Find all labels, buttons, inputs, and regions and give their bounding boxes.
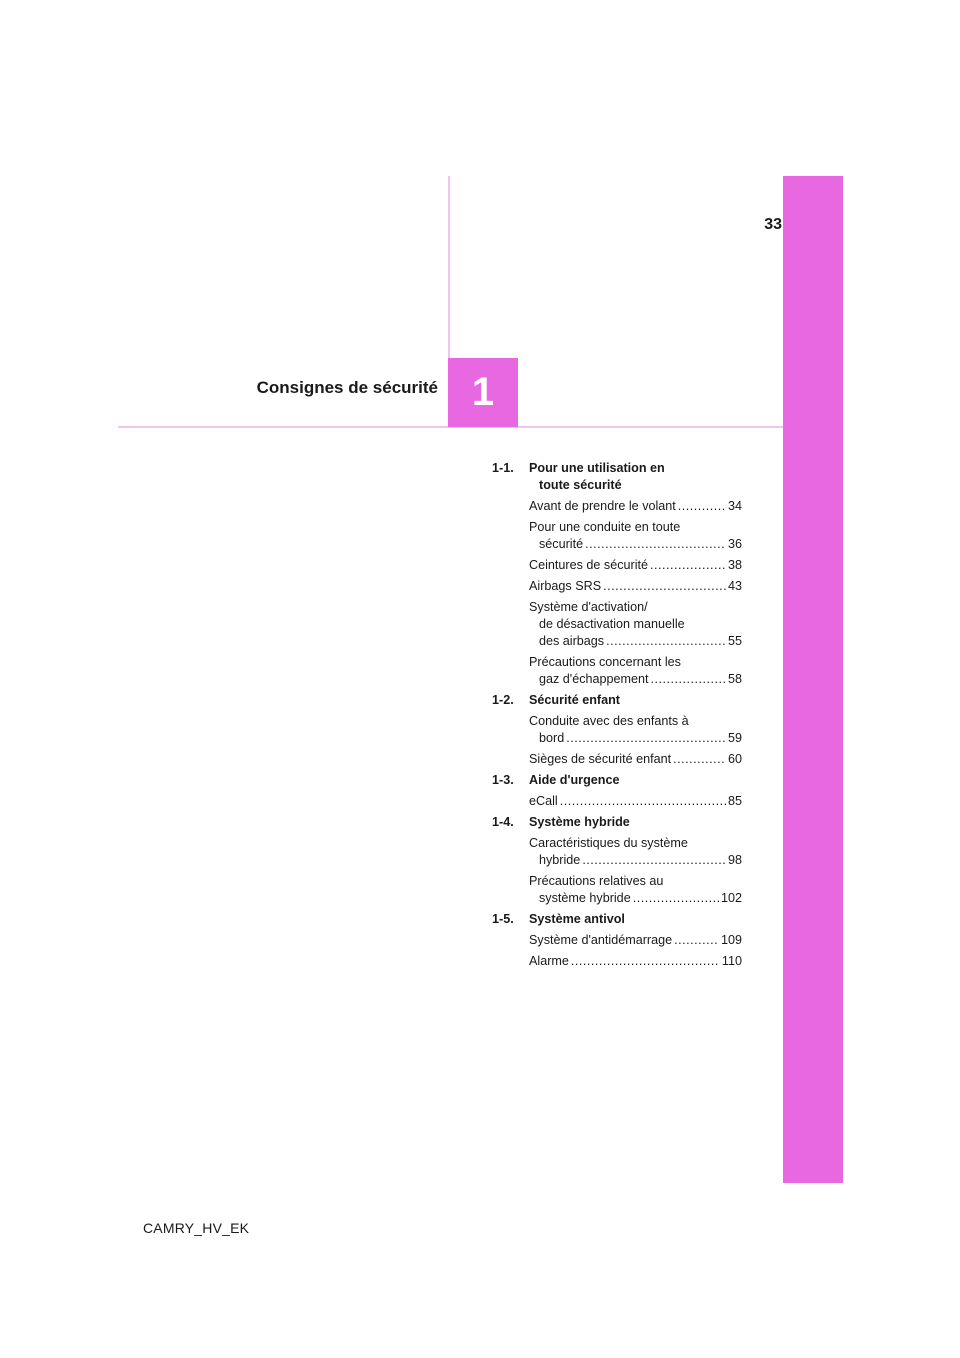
toc-entry[interactable] — [492, 599, 742, 650]
entry-text: système hybride — [539, 891, 631, 905]
section-number: 1-4. — [492, 815, 514, 829]
dot-leader — [566, 730, 726, 747]
toc-entry[interactable] — [492, 793, 742, 810]
toc-section — [492, 772, 742, 810]
vertical-rule — [448, 176, 450, 358]
entry-text: sécurité — [539, 537, 584, 551]
dot-leader — [673, 751, 726, 768]
entry-text: Sièges de sécurité enfant — [529, 752, 672, 766]
toc-entry[interactable] — [492, 654, 742, 688]
toc-entry[interactable] — [492, 578, 742, 595]
toc-entry[interactable] — [492, 519, 742, 553]
entry-page-number: 109 — [720, 933, 742, 947]
section-title: Sécurité enfant — [529, 693, 620, 707]
entry-text: Caractéristiques du système — [529, 836, 688, 850]
toc-entry[interactable] — [492, 557, 742, 574]
dot-leader — [633, 890, 719, 907]
chapter-number: 1 — [471, 370, 495, 414]
page-number: 33 — [764, 216, 782, 233]
toc-section-heading[interactable] — [492, 692, 742, 709]
entry-page-number: 43 — [727, 579, 742, 593]
entry-page-number: 60 — [727, 752, 742, 766]
entry-text: Pour une conduite en toute — [529, 520, 681, 534]
entry-page-number: 110 — [721, 954, 742, 968]
dot-leader — [650, 557, 726, 574]
toc-section-heading[interactable] — [492, 460, 742, 494]
entry-text: Système d'antidémarrage — [529, 933, 673, 947]
entry-page-number: 102 — [720, 891, 742, 905]
entry-text: bord — [539, 731, 565, 745]
chapter-number-box — [448, 358, 518, 427]
entry-page-number: 98 — [727, 853, 742, 867]
dot-leader — [678, 498, 726, 515]
entry-text: Système d'activation/ — [529, 600, 648, 614]
entry-text: Alarme — [529, 954, 569, 968]
table-of-contents — [492, 460, 742, 974]
toc-section-heading[interactable] — [492, 814, 742, 831]
section-title: Aide d'urgence — [529, 773, 620, 787]
entry-text: gaz d'échappement — [539, 672, 649, 686]
dot-leader — [674, 932, 719, 949]
footer-code: CAMRY_HV_EK — [143, 1220, 250, 1236]
entry-text: Précautions relatives au — [529, 874, 664, 888]
toc-entry[interactable] — [492, 873, 742, 907]
toc-entry[interactable] — [492, 751, 742, 768]
toc-section-heading[interactable] — [492, 772, 742, 789]
toc-entry[interactable] — [492, 835, 742, 869]
section-title: toute sécurité — [539, 478, 622, 492]
entry-text: des airbags — [539, 634, 605, 648]
toc-entry[interactable] — [492, 713, 742, 747]
section-number: 1-5. — [492, 912, 514, 926]
section-number: 1-2. — [492, 693, 514, 707]
section-title: Pour une utilisation en — [529, 461, 665, 475]
dot-leader — [606, 633, 726, 650]
toc-section — [492, 460, 742, 688]
entry-text: eCall — [529, 794, 558, 808]
entry-text: Avant de prendre le volant — [529, 499, 676, 513]
toc-entry[interactable] — [492, 932, 742, 949]
section-title: Système antivol — [529, 912, 625, 926]
entry-page-number: 58 — [727, 672, 742, 686]
entry-text: Précautions concernant les — [529, 655, 681, 669]
toc-section — [492, 814, 742, 907]
entry-text: Airbags SRS — [529, 579, 602, 593]
section-number: 1-3. — [492, 773, 514, 787]
section-number: 1-1. — [492, 461, 514, 475]
entry-text: Ceintures de sécurité — [529, 558, 649, 572]
entry-page-number: 36 — [727, 537, 742, 551]
entry-page-number: 59 — [727, 731, 742, 745]
entry-text: hybride — [539, 853, 581, 867]
entry-page-number: 38 — [727, 558, 742, 572]
section-title: Système hybride — [529, 815, 630, 829]
toc-entry[interactable] — [492, 953, 742, 970]
entry-text: de désactivation manuelle — [539, 617, 685, 631]
toc-section — [492, 911, 742, 970]
toc-section — [492, 692, 742, 768]
dot-leader — [582, 852, 726, 869]
dot-leader — [603, 578, 726, 595]
entry-page-number: 85 — [727, 794, 742, 808]
dot-leader — [585, 536, 726, 553]
chapter-title: Consignes de sécurité — [256, 378, 438, 397]
toc-section-heading[interactable] — [492, 911, 742, 928]
dot-leader — [571, 953, 720, 970]
entry-page-number: 34 — [727, 499, 742, 513]
entry-text: Conduite avec des enfants à — [529, 714, 689, 728]
chapter-side-tab — [783, 176, 843, 1183]
dot-leader — [651, 671, 726, 688]
toc-entry[interactable] — [492, 498, 742, 515]
dot-leader — [560, 793, 726, 810]
entry-page-number: 55 — [727, 634, 742, 648]
